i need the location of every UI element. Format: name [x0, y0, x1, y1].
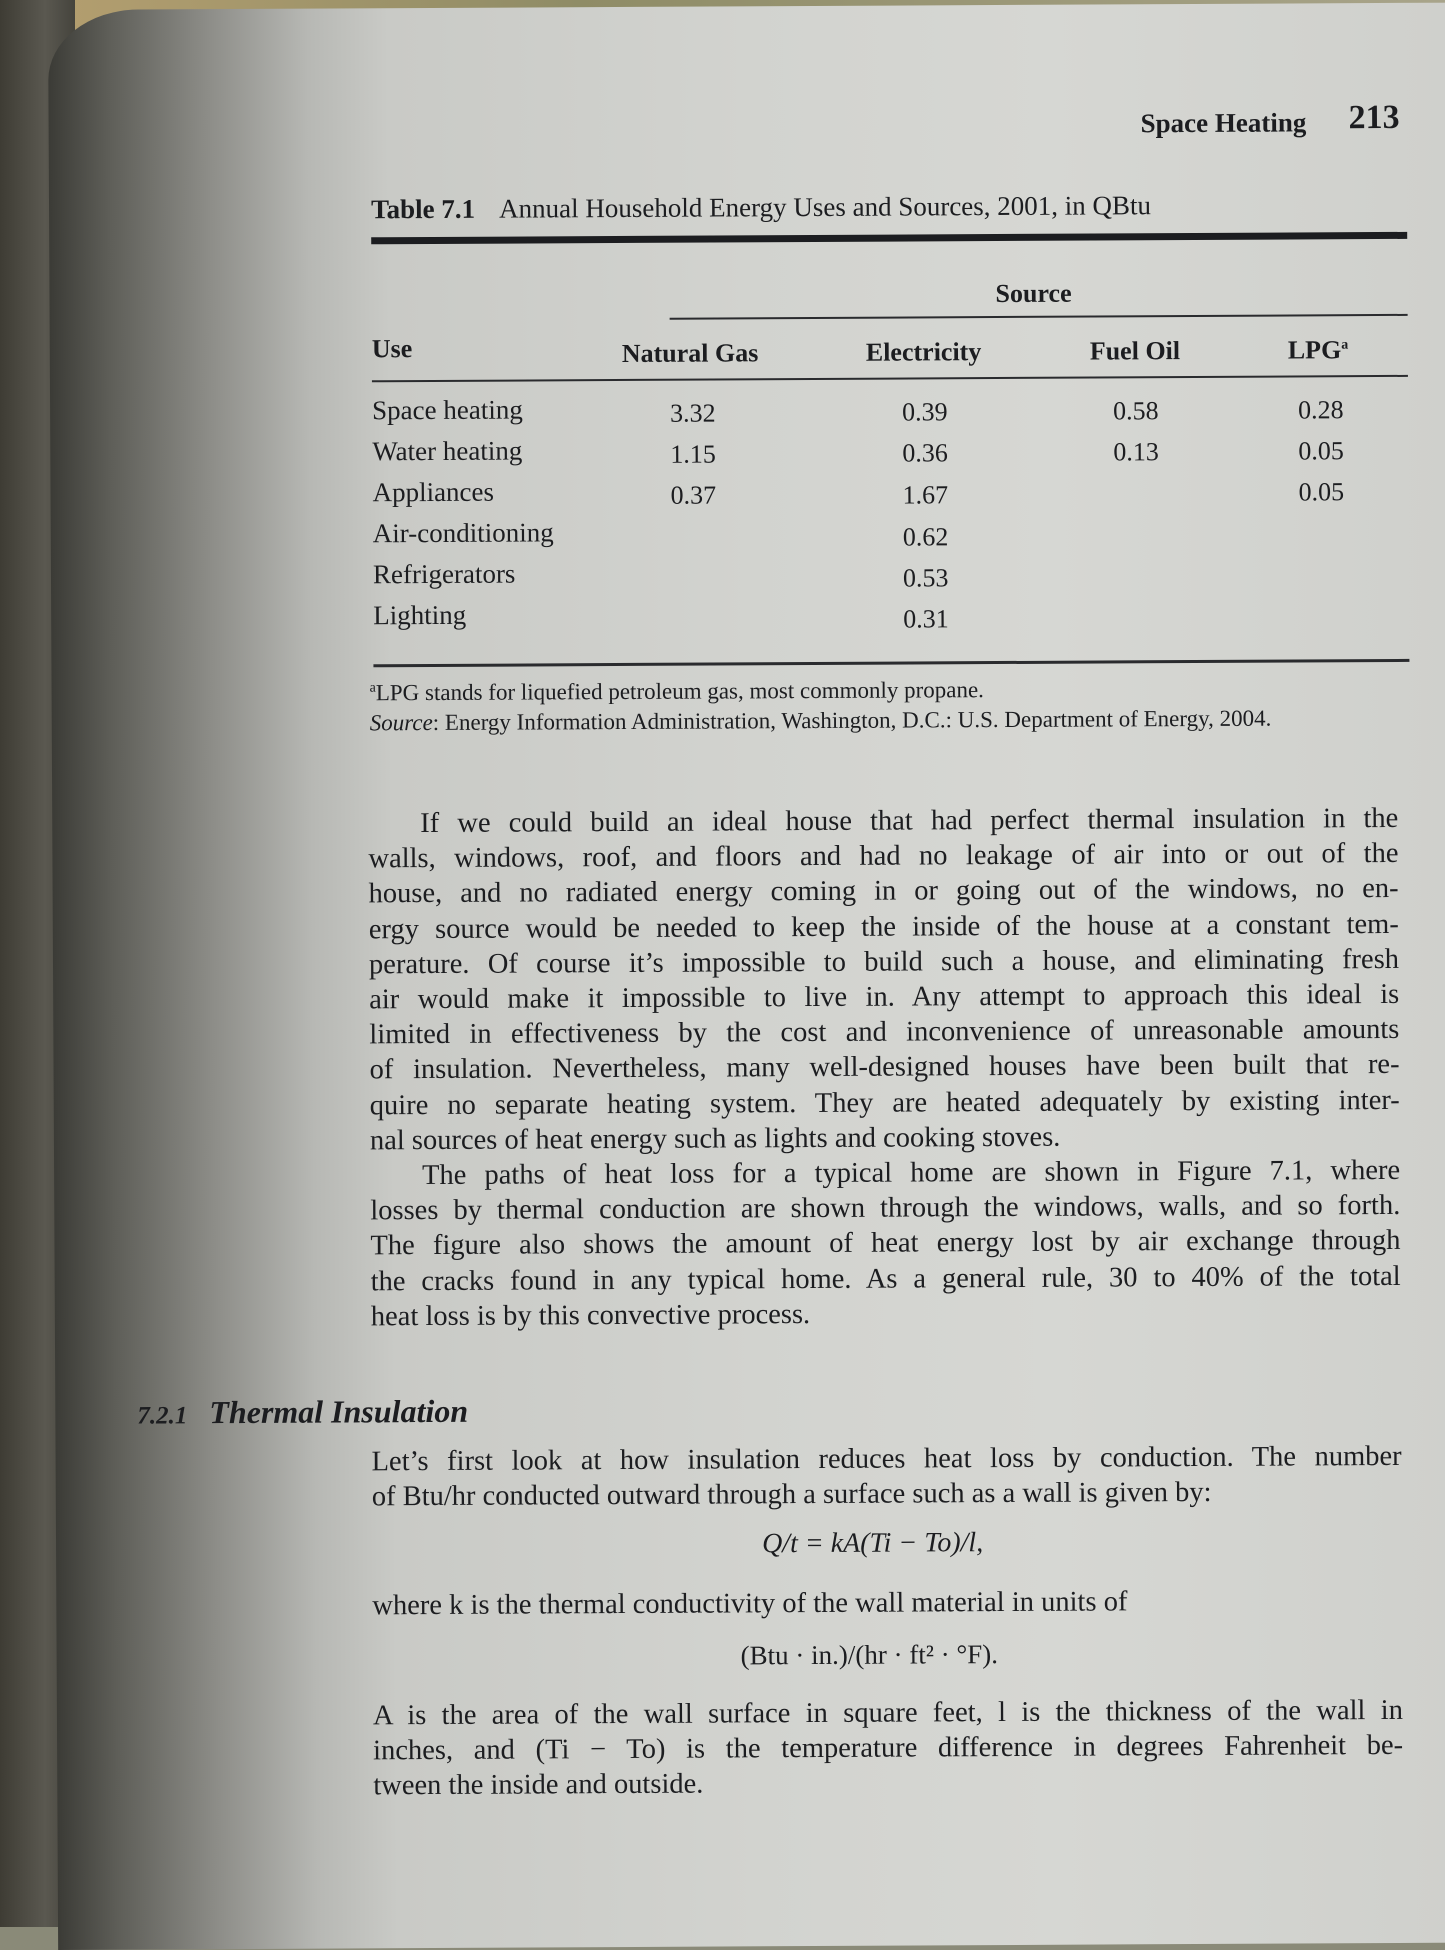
text-line: Let’s first look at how insulation reduces heat loss by conduction. The number — [371, 1440, 1402, 1478]
text-line: If we could build an ideal house that had perfect thermal insulation in the — [420, 802, 1399, 840]
text-line: limited in effectiveness by the cost and inconvenience of unreasonable amounts — [369, 1014, 1400, 1051]
section-title: Thermal Insulation — [209, 1392, 469, 1431]
text-line: losses by thermal conduction are shown through the windows, walls, and so forth. — [370, 1190, 1401, 1227]
row-label-lighting: Lighting — [373, 599, 467, 631]
book-page — [48, 3, 1445, 1950]
table-spanner-rule — [670, 314, 1408, 320]
table-cell: 0.05 — [1298, 477, 1345, 507]
text-line: the cracks found in any typical home. As a general rule, 30 to 40% of the total — [370, 1260, 1401, 1297]
table-label: Table 7.1 — [370, 193, 476, 225]
text-line: of Btu/hr conducted outward through a surface such as a wall is given by: — [371, 1477, 1212, 1513]
body-paragraph-1 — [368, 801, 1400, 1158]
table-cell: 1.15 — [670, 439, 716, 469]
row-label-water-heating: Water heating — [372, 435, 523, 467]
table-spanner-source: Source — [995, 278, 1072, 309]
equation-units: (Btu · in.)/(hr · ft² · °F). — [740, 1639, 999, 1671]
row-label-space-heating: Space heating — [372, 394, 523, 426]
text-line: perature. Of course it’s impossible to build such a house, and eliminating fresh — [368, 943, 1400, 981]
table-header-rule — [372, 375, 1408, 382]
text-line: A is the area of the wall surface in square feet, l is the thickness of the wall in — [372, 1694, 1404, 1732]
text-line: heat loss is by this convective process. — [370, 1298, 811, 1333]
text-line: of insulation. Nevertheless, many well-designed houses have been built that re- — [369, 1049, 1400, 1086]
table-caption — [371, 190, 1151, 225]
row-label-appliances: Appliances — [372, 476, 495, 508]
equation-heat-flow: Q/t = kA(Ti − To)/l, — [761, 1527, 984, 1560]
table-cell: 3.32 — [670, 398, 716, 428]
column-header-natural-gas: Natural Gas — [621, 338, 759, 369]
table-cell: 0.39 — [902, 397, 948, 427]
text-line: quire no separate heating system. They are heated adequately by existing inter- — [369, 1084, 1400, 1121]
column-header-electricity: Electricity — [865, 337, 982, 367]
body-where-line — [372, 1583, 1402, 1624]
row-label-refrigerators: Refrigerators — [372, 558, 516, 590]
page-number: 213 — [1348, 98, 1400, 137]
table-top-rule — [371, 232, 1407, 244]
table-title: Annual Household Energy Uses and Sources, 2001, in QBtu — [499, 190, 1152, 224]
table-bottom-rule — [373, 659, 1409, 667]
table-cell: 0.37 — [670, 480, 717, 510]
table-cell: 0.36 — [902, 438, 948, 468]
text-line: The paths of heat loss for a typical home are shown in Figure 7.1, where — [422, 1154, 1401, 1192]
text-line: The figure also shows the amount of heat energy lost by air exchange through — [370, 1225, 1401, 1262]
text-line: nal sources of heat energy such as lights and cooking stoves. — [369, 1121, 1061, 1157]
table-cell: 0.62 — [902, 522, 949, 552]
table-cell: 0.58 — [1113, 396, 1159, 426]
text-line: ergy source would be needed to keep the inside of the house at a constant tem- — [368, 908, 1399, 945]
row-label-air-conditioning: Air-conditioning — [372, 517, 554, 549]
section-number: 7.2.1 — [137, 1402, 188, 1430]
body-paragraph-2 — [370, 1153, 1401, 1334]
table-cell: 0.13 — [1113, 437, 1159, 467]
column-header-lpg: LPG$^a$ — [1287, 335, 1349, 365]
running-title: Space Heating — [1140, 107, 1307, 139]
column-header-fuel-oil: Fuel Oil — [1089, 336, 1181, 366]
text-line: walls, windows, roof, and floors and had no leakage of air into or out of the — [368, 838, 1399, 875]
text-line: tween the inside and outside. — [373, 1768, 704, 1802]
text-line: house, and no radiated energy coming in or going out of the windows, no en- — [368, 873, 1399, 910]
text-line: inches, and (Ti − To) is the temperature difference in degrees Fahrenheit be- — [373, 1730, 1404, 1767]
table-cell: 0.28 — [1298, 395, 1344, 425]
column-header-use: Use — [371, 334, 413, 364]
table-source-note: Source: Energy Information Administration, Washington, D.C.: U.S. Department of Energy, 2004. — [369, 705, 1272, 736]
body-paragraph-3 — [372, 1439, 1402, 1515]
table-cell: 1.67 — [902, 480, 949, 510]
text-line: where k is the thermal conductivity of the wall material in units of — [372, 1586, 1128, 1622]
table-cell: 0.05 — [1298, 436, 1344, 466]
table-cell: 0.53 — [902, 563, 949, 593]
body-paragraph-4 — [373, 1693, 1404, 1804]
table-footnote: $^a$LPG stands for liquefied petroleum gas, most commonly propane. — [369, 677, 984, 706]
table-cell: 0.31 — [903, 604, 949, 634]
section-heading — [137, 1393, 468, 1432]
text-line: air would make it impossible to live in. Any attempt to approach this ideal is — [369, 978, 1400, 1016]
